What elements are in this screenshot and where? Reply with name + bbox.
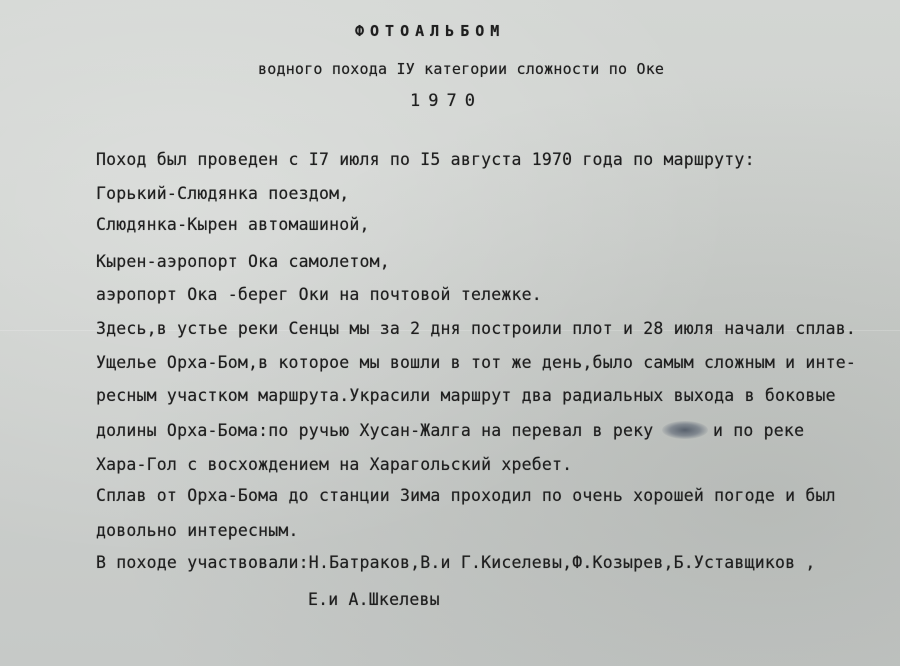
text-line-2: Горький-Слюдянка поездом, <box>96 184 350 203</box>
text-line-8: ресным участком маршрута.Украсили маршрут два радиальных выхода в боковые <box>96 386 836 405</box>
text-line-12: довольно интересным. <box>96 521 299 540</box>
text-line-9-end: и по реке <box>713 421 805 440</box>
text-line-11: Сплав от Орха-Бома до станции Зима проходил по очень хорошей погоде и был <box>96 486 836 505</box>
text-line-1: Поход был проведен с I7 июля по I5 августа 1970 года по маршруту: <box>96 150 755 169</box>
text-line-3: Слюдянка-Кырен автомашиной, <box>96 215 370 234</box>
text-line-10: Хара-Гол с восхождением на Харагольский хребет. <box>96 455 573 474</box>
text-line-4: Кырен-аэропорт Ока самолетом, <box>96 252 390 271</box>
text-line-9: долины Орха-Бома:по ручью Хусан-Жалга на перевал в реку <box>96 421 654 440</box>
ink-smudge <box>662 421 708 439</box>
text-line-5: аэропорт Ока -берег Оки на почтовой тележке. <box>96 285 542 304</box>
text-line-7: Ущелье Орха-Бом,в которое мы вошли в тот же день,было самым сложным и инте- <box>96 353 857 372</box>
text-line-14: Е.и А.Шкелевы <box>308 590 440 609</box>
document-title: ФОТОАЛЬБОМ <box>355 22 506 40</box>
text-line-13: В походе участвовали:Н.Батраков,В.и Г.Киселевы,Ф.Козырев,Б.Уставщиков , <box>96 553 816 572</box>
document-subtitle: водного похода IУ категории сложности по Оке <box>258 60 665 78</box>
text-line-6: Здесь,в устье реки Сенцы мы за 2 дня построили плот и 28 июля начали сплав. <box>96 319 857 338</box>
document-year: 1970 <box>410 91 483 111</box>
